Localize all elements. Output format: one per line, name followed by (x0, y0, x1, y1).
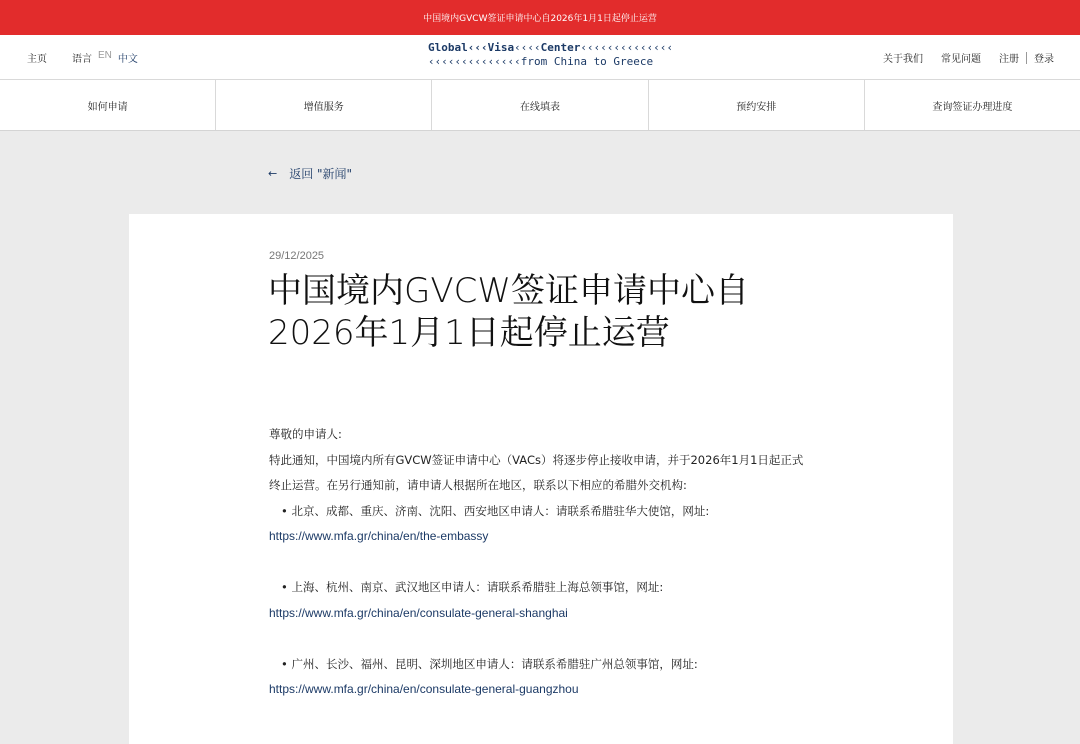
article-title: 中国境内GVCW签证申请中心自2026年1月1日起停止运营 (268, 271, 749, 353)
nav-item-how-to-apply[interactable]: 如何申请 (0, 80, 216, 130)
login-link[interactable]: 登录 (1034, 54, 1054, 65)
spacer (269, 626, 829, 652)
intro-line-1: 特此通知，中国境内所有GVCW签证申请中心（VACs）将逐步停止接收申请，并于2026年1月1日起正式 (269, 452, 804, 467)
article-date: 29/12/2025 (269, 250, 325, 262)
link-guangzhou[interactable]: https://www.mfa.gr/china/en/consulate-general-guangzhou (269, 682, 579, 696)
article-card (129, 214, 953, 744)
bullet-embassy: • 北京、成都、重庆、济南、沈阳、西安地区申请人：请联系希腊驻华大使馆，网址: (281, 503, 710, 518)
register-link[interactable]: 注册 (999, 54, 1019, 65)
nav-item-track-application[interactable]: 查询签证办理进度 (932, 101, 1013, 113)
back-link-label: 返回 "新闻" (289, 167, 353, 181)
banner-text: 中国境内GVCW签证申请中心自2026年1月1日起停止运营 (423, 14, 657, 24)
logo-line-2: ‹‹‹‹‹‹‹‹‹‹‹‹‹‹from China to Greece (428, 55, 654, 68)
bullet-guangzhou: • 广州、长沙、福州、昆明、深圳地区申请人：请联系希腊驻广州总领事馆，网址: (281, 656, 698, 671)
logo-line-1: Global‹‹‹Visa‹‹‹‹Center‹‹‹‹‹‹‹‹‹‹‹‹‹‹ (428, 41, 674, 54)
language-option-zh[interactable]: 中文 (117, 54, 138, 65)
language-option-en[interactable]: EN (98, 50, 112, 61)
site-logo[interactable] (418, 41, 674, 69)
main-nav (0, 80, 1080, 131)
link-embassy[interactable]: https://www.mfa.gr/china/en/the-embassy (269, 529, 489, 543)
link-shanghai[interactable]: https://www.mfa.gr/china/en/consulate-general-shanghai (269, 605, 568, 620)
announcement-banner (0, 0, 1080, 35)
user-links (865, 50, 1054, 65)
divider (1026, 52, 1027, 64)
nav-item-value-added-services[interactable]: 增值服务 (216, 80, 432, 130)
about-us-link[interactable]: 关于我们 (883, 54, 923, 65)
top-bar (0, 35, 1080, 80)
bullet-shanghai: • 上海、杭州、南京、武汉地区申请人：请联系希腊驻上海总领事馆，网址: (281, 580, 664, 594)
nav-item-appointment[interactable]: 预约安排 (649, 80, 865, 130)
arrow-left-icon: ← (268, 167, 278, 180)
faq-link[interactable]: 常见问题 (941, 54, 981, 65)
home-link[interactable]: 主页 (27, 54, 47, 65)
language-label: 语言 (72, 54, 92, 65)
back-to-news-link[interactable] (268, 165, 352, 182)
intro-line-2: 终止运营。在另行通知前，请申请人根据所在地区，联系以下相应的希腊外交机构: (269, 478, 687, 492)
article-body (269, 422, 829, 703)
greeting: 尊敬的申请人: (269, 427, 342, 441)
spacer (269, 550, 829, 576)
language-switcher (72, 50, 138, 65)
nav-item-online-form[interactable]: 在线填表 (432, 80, 648, 130)
